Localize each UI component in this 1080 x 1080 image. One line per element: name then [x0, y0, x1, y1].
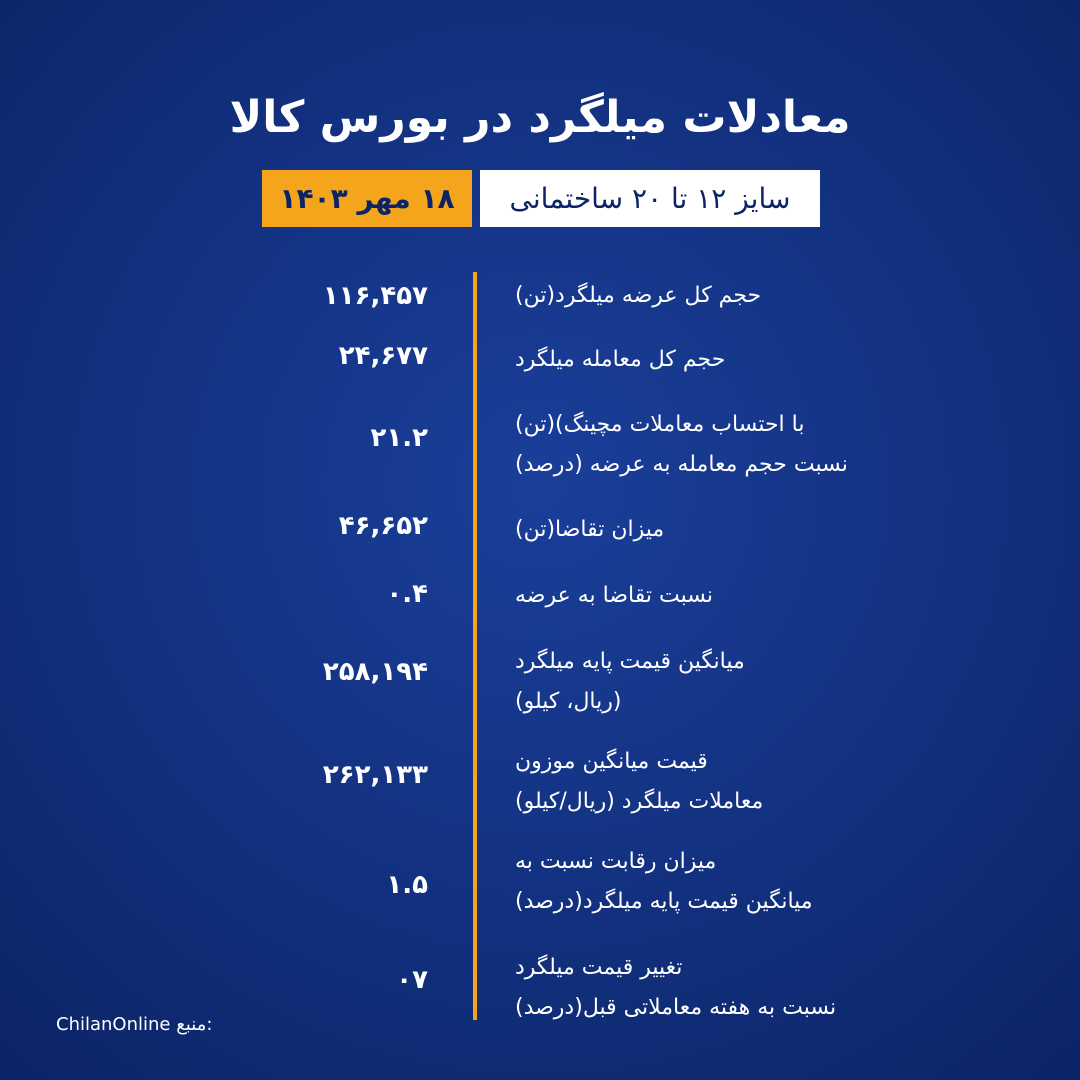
- row-label-line: قیمت میانگین موزون: [515, 749, 708, 774]
- row-value-demand: ۴۶,۶۵۲: [338, 511, 428, 541]
- source-name: ChilanOnline: [56, 1014, 171, 1035]
- row-label-line: حجم کل معامله میلگرد: [515, 347, 726, 372]
- row-value-total-supply: ۱۱۶,۴۵۷: [322, 281, 428, 311]
- page-title: معادلات میلگرد در بورس کالا: [229, 92, 851, 143]
- date-badge: ۱۸ مهر ۱۴۰۳: [262, 170, 472, 227]
- row-label-weighted-price: [515, 742, 895, 822]
- row-value-base-price: ۲۵۸,۱۹۴: [322, 657, 428, 687]
- row-value-trade-to-supply: ۲۱.۲: [370, 423, 428, 453]
- row-label-line: میزان رقابت نسبت به: [515, 849, 717, 874]
- vertical-divider: [473, 272, 477, 1020]
- row-label-line: معاملات میلگرد (ریال/کیلو): [515, 789, 764, 814]
- row-value-competition: ۱.۵: [386, 870, 428, 900]
- row-label-competition: [515, 842, 895, 922]
- row-label-line: (ریال، کیلو): [515, 689, 622, 714]
- size-badge: سایز ۱۲ تا ۲۰ ساختمانی: [480, 170, 820, 227]
- row-value-demand-to-supply: ۰.۴: [386, 579, 428, 609]
- row-label-line: تغییر قیمت میلگرد: [515, 955, 683, 980]
- row-value-total-traded: ۲۴,۶۷۷: [338, 341, 428, 371]
- source-label: منبع:: [176, 1014, 213, 1035]
- row-label-line: میزان تقاضا(تن): [515, 517, 665, 542]
- row-label-base-price: [515, 642, 895, 722]
- row-label-line: میانگین قیمت پایه میلگرد(درصد): [515, 889, 813, 914]
- row-label-demand: [515, 510, 895, 550]
- row-label-line: نسبت حجم معامله به عرضه (درصد): [515, 452, 848, 477]
- row-label-price-change: [515, 948, 895, 1028]
- source-credit: [56, 1014, 212, 1035]
- row-label-trade-to-supply: [515, 405, 895, 485]
- row-label-line: حجم کل عرضه میلگرد(تن): [515, 283, 762, 308]
- row-label-total-supply: [515, 276, 895, 316]
- row-value-price-change: ۰۷: [396, 965, 428, 995]
- row-label-line: میانگین قیمت پایه میلگرد: [515, 649, 745, 674]
- row-label-demand-to-supply: [515, 576, 895, 616]
- row-label-total-traded: [515, 340, 895, 380]
- row-value-weighted-price: ۲۶۲,۱۳۳: [322, 760, 428, 790]
- row-label-line: نسبت تقاضا به عرضه: [515, 583, 713, 608]
- row-label-line: نسبت به هفته معاملاتی قبل(درصد): [515, 995, 837, 1020]
- row-label-line: با احتساب معاملات مچینگ)(تن): [515, 412, 805, 437]
